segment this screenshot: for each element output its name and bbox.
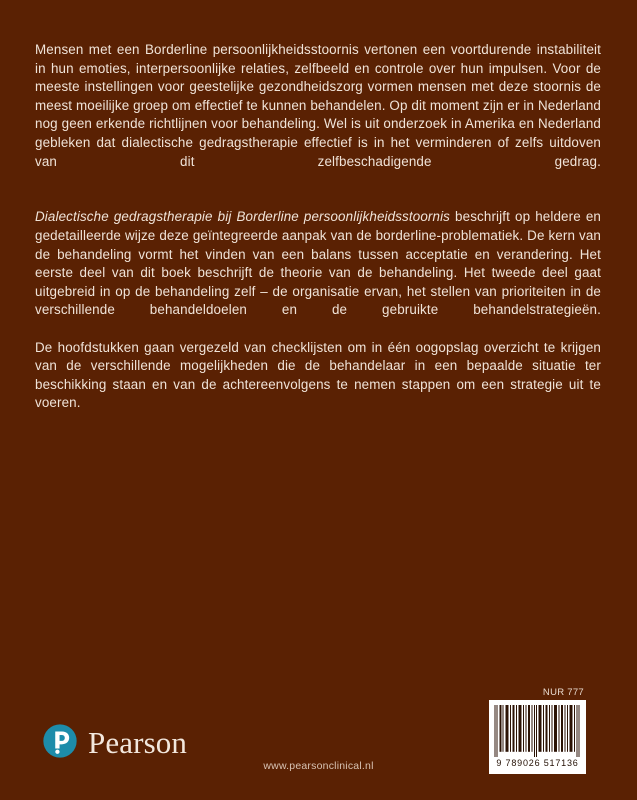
pearson-logo: [43, 724, 187, 758]
pearson-wordmark: Pearson: [88, 724, 188, 760]
back-cover-blurb: [35, 41, 601, 431]
barcode-block: [489, 687, 586, 774]
pearson-logo-icon: [43, 724, 77, 758]
publisher-website-url: www.pearsonclinical.nl: [263, 760, 374, 772]
blurb-paragraph-2: [35, 208, 601, 338]
nur-code-label: NUR 777: [542, 687, 584, 698]
barcode-box: [489, 700, 586, 774]
barcode-digits: 9 789026 517136: [496, 758, 579, 768]
book-title-italic: Dialectische gedragstherapie bij Borderline persoonlijkheidsstoornis: [35, 209, 451, 225]
blurb-paragraph-3: De hoofdstukken gaan vergezeld van checklijsten om in één oogopslag overzicht te krijgen van de verschillende mogelijkheden die de behandelaar in een bepaalde situatie ter beschikking staan en van de achtereenvolgens te nemen stappen om een strategie uit te voeren.: [35, 339, 601, 411]
barcode-bars-icon: [494, 705, 581, 757]
blurb-paragraph-2-rest: beschrijft op heldere en gedetailleerde wijze deze geïntegreerde aanpak van de borderline-problematiek. De kern van de behandeling vormt het vinden van een balans tussen acceptatie en verandering. Het eerste deel van dit boek beschrijft de theorie van de behandeling. Het tweede deel gaat uitgebreid in op de behandeling zelf – de organisatie ervan, het stellen van prioriteiten in de verschillende behandeldoelen en de gebruikte behandelstrategieën.: [35, 209, 601, 318]
blurb-paragraph-1: Mensen met een Borderline persoonlijkheidsstoornis vertonen een voortdurende instabiliteit in hun emoties, interpersoonlijke relaties, zelfbeeld en controle over hun impulsen. Voor de meeste instellingen voor geestelijke gezondheidszorg vormen mensen met deze stoornis de meest moeilijke groep om effectief te kunnen behandelen. Op dit moment zijn er in Nederland nog geen erkende richtlijnen voor behandeling. Wel is uit onderzoek in Amerika en Nederland gebleken dat dialectische gedragstherapie effectief is in het verminderen of zelfs uitdoven van dit zelfbeschadigende gedrag.: [35, 42, 601, 169]
